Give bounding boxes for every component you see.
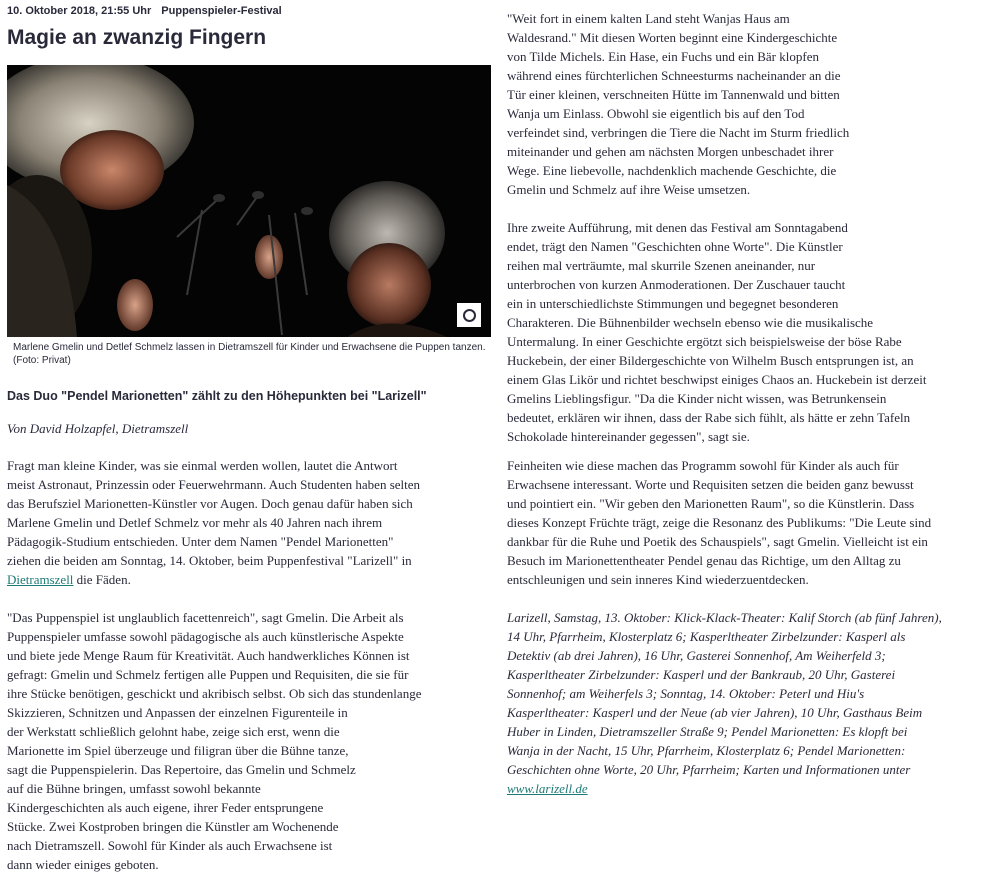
photo-scene — [7, 65, 491, 337]
article-right-column — [507, 0, 991, 798]
article-left-column — [7, 0, 492, 874]
photo-caption: Marlene Gmelin und Detlef Schmelz lassen in Dietramszell für Kinder und Erwachsene die Puppen tanzen. (Foto: Privat) — [13, 342, 486, 366]
article-photo[interactable] — [7, 65, 491, 337]
article-date: 10. Oktober 2018, 21:55 Uhr — [7, 5, 152, 17]
article-headline: Magie an zwanzig Fingern — [7, 26, 267, 49]
article-meta — [7, 4, 492, 18]
link-larizell[interactable]: www.larizell.de — [507, 781, 588, 796]
paragraph-5: Feinheiten wie diese machen das Programm sowohl für Kinder als auch für Erwachsene interessant. Worte und Requisiten setzen die beiden ganz bewusst und pointiert ein. "Wir geben den Marionetten Raum", so die Künstlerin. Dass dieses Konzept Früchte trägt, zeige die Resonanz des Publikums: "Die Leute sind dankbar für die Ruhe und Poetik des Schauspiels", sagt Gmelin. Vielleicht ist ein Besuch im Marionettentheater Pendel genau das Richtige, um den Alltag zu entschleunigen und sein inneres Kind wiederzuentdecken. — [507, 458, 932, 587]
paragraph-2: "Das Puppenspiel ist unglaublich facettenreich", sagt Gmelin. Die Arbeit als Puppenspieler umfasse sowohl pädagogische als auch künstlerische Aspekte und biete jede Menge Raum für Kreativität. Auch handwerkliches Können ist gefragt: Gmelin und Schmelz fertigen alle Puppen und Requisiten, die sie für ihre Stücke benötigen, geschickt und akribisch selbst. Ob sich das stundenlange Skizzieren, Schnitzen und Anpassen der einzelnen Figurenteile in der Werkstatt schließlich gelohnt habe, zeige sich erst, wenn die Marionette im Spiel überzeuge und filigran über die Bühne tanze, sagt die Puppenspielerin. Das Repertoire, das Gmelin und Schmelz auf die Bühne bringen, umfasst sowohl bekannte Kindergeschichten als auch eigene, ihrer Feder entsprungene Stücke. Zwei Kostproben bringen die Künstler am Wochenende nach Dietramszell. Sowohl für Kinder als auch Erwachsene ist dann wieder einiges geboten. — [7, 610, 422, 872]
photo-zoom-button[interactable] — [457, 303, 481, 327]
zoom-ring-icon — [463, 309, 476, 322]
article-category[interactable]: Puppenspieler-Festival — [161, 5, 282, 17]
event-info: Larizell, Samstag, 13. Oktober: Klick-Klack-Theater: Kalif Storch (ab fünf Jahren), 14 Uhr, Pfarrheim, Klosterplatz 6; Kasperltheater Zirbelzunder: Kasperl als Detektiv (ab drei Jahren), 16 Uhr, Gasterei Sonnenhof, Am Weiherfeld 3; Kasperltheater Zirbelzunder: Kasperl und der Bankraub, 20 Uhr, Gasterei Sonnenhof; am Weiherfels 3; Sonntag, 14. Oktober: Peterl und Hiu's Kasperltheater: Kasperl und der Neue (ab vier Jahren), 10 Uhr, Gasthaus Beim Huber in Linden, Dietramszeller Straße 9; Pendel Marionetten: Es klopft bei Wanja in der Nacht, 15 Uhr, Pfarrheim, Klosterplatz 6; Pendel Marionetten: Geschichten ohne Worte, 20 Uhr, Pfarrheim; Karten und Informationen unter www.larizell.de — [507, 610, 942, 796]
paragraph-3: "Weit fort in einem kalten Land steht Wanjas Haus am Waldesrand." Mit diesen Worten beginnt eine Kindergeschichte von Tilde Michels. Ein Hase, ein Fuchs und ein Bär klopfen während eines fürchterlichen Schneesturms nacheinander an die Tür einer kleinen, verschneiten Hütte im Tannenwald und bitten Wanja um Einlass. Obwohl sie eigentlich bis auf den Tod verfeindet sind, verbringen die Tiere die Nacht im Sturm friedlich miteinander und gehen am nächsten Morgen unbeschadet ihrer Wege. Eine liebevolle, nachdenklich machende Geschichte, die Gmelin und Schmelz auf ihre Weise umsetzen. — [507, 11, 850, 197]
paragraph-1: Fragt man kleine Kinder, was sie einmal werden wollen, lautet die Antwort meist Astronaut, Prinzessin oder Feuerwehrmann. Auch Studenten haben selten das Berufsziel Marionetten-Künstler vor Augen. Doch genau dafür haben sich Marlene Gmelin und Detlef Schmelz vor mehr als 40 Jahren nach ihrem Pädagogik-Studium entschieden. Unter dem Namen "Pendel Marionetten" ziehen die beiden am Sonntag, 14. Oktober, beim Puppenfestival "Larizell" in Dietramszell die Fäden. — [7, 458, 421, 587]
link-dietramszell[interactable]: Dietramszell — [7, 572, 74, 587]
article-subheadline: Das Duo "Pendel Marionetten" zählt zu den Höhepunkten bei "Larizell" — [7, 389, 427, 403]
paragraph-4: Ihre zweite Aufführung, mit denen das Festival am Sonntagabend endet, trägt den Namen "Geschichten ohne Worte". Die Künstler reihen mal verträumte, mal skurrile Szenen aneinander, nur unterbrochen von kurzen Anmoderationen. Der Zuschauer taucht ein in unterschiedlichste Stimmungen und begegnet besonderen Charakteren. Die Bühnenbilder wechseln ebenso wie die musikalische Untermalung. In einer Geschichte ergötzt sich beispielsweise der böse Rabe Huckebein, der einer Bildergeschichte von Wilhelm Busch entsprungen ist, an einem Glas Likör und richtet beschwipst einiges Chaos an. Huckebein ist derzeit Gmelins Lieblingsfigur. "Da die Kinder nicht wissen, was Betrunkensein bedeutet, erklären wir ihnen, dass der Rabe sich fühlt, als hätte er zehn Tafeln Schokolade hintereinander gegessen", sagt sie. — [507, 220, 927, 444]
article-byline: Von David Holzapfel, Dietramszell — [7, 421, 189, 436]
